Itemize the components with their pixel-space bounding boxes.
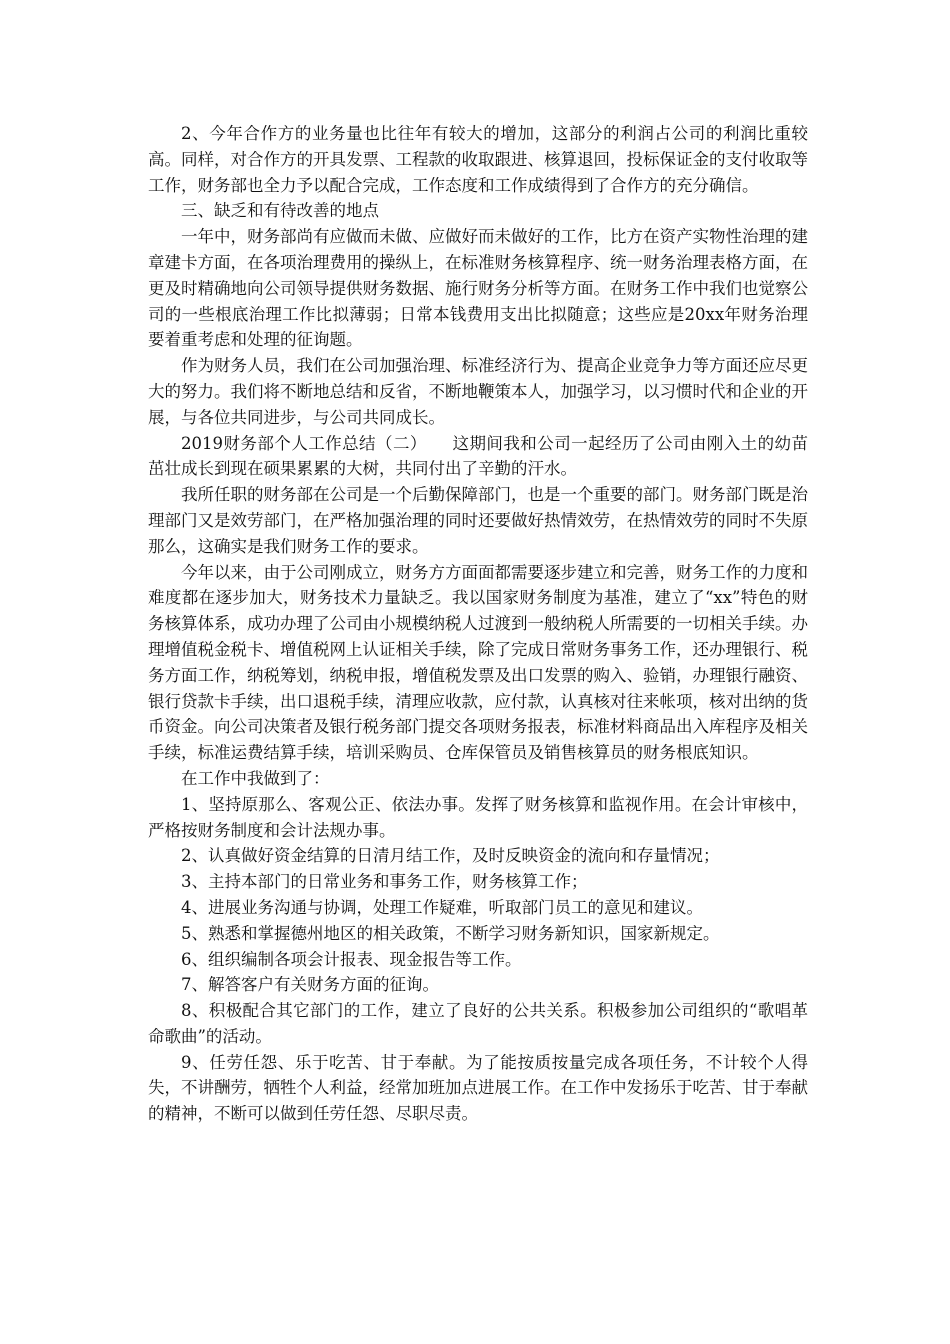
paragraph: 作为财务人员，我们在公司加强治理、标准经济行为、提高企业竞争力等方面还应尽更大的努力。我们将不断地总结和反省，不断地鞭策本人，加强学习，以习惯时代和企业的开展，与各位共同进步，与公司共同成长。	[148, 356, 808, 427]
paragraph: 在工作中我做到了：	[181, 768, 330, 788]
list-item: 3、主持本部门的日常业务和事务工作，财务核算工作；	[181, 872, 588, 892]
list-item: 4、进展业务沟通与协调，处理工作疑难，听取部门员工的意见和建议。	[181, 897, 703, 917]
list-item: 2、认真做好资金结算的日清月结工作，及时反映资金的流向和存量情况；	[181, 846, 720, 866]
paragraph: 2019财务部个人工作总结（二） 这期间我和公司一起经历了公司由刚入土的幼苗茁壮成长到现在硕果累累的大树，共同付出了辛勤的汗水。	[148, 433, 808, 479]
document-page	[148, 121, 808, 1127]
list-item: 9、任劳任怨、乐于吃苦、甘于奉献。为了能按质按量完成各项任务，不计较个人得失，不讲酬劳，牺牲个人利益，经常加班加点进展工作。在工作中发扬乐于吃苦、甘于奉献的精神，不断可以做到任劳任怨、尽职尽责。	[148, 1052, 808, 1124]
list-item: 6、组织编制各项会计报表、现金报告等工作。	[181, 949, 522, 969]
paragraph: 2、今年合作方的业务量也比往年有较大的增加，这部分的利润占公司的利润比重较高。同样，对合作方的开具发票、工程款的收取跟进、核算退回，投标保证金的支付收取等工作，财务部也全力予以配合完成，工作态度和工作成绩得到了合作方的充分确信。	[148, 124, 808, 195]
list-item: 7、解答客户有关财务方面的征询。	[181, 975, 439, 995]
list-item: 8、积极配合其它部门的工作，建立了良好的公共关系。积极参加公司组织的“歌唱革命歌曲”的活动。	[148, 1001, 808, 1046]
paragraph: 今年以来，由于公司刚成立，财务方方面面都需要逐步建立和完善，财务工作的力度和难度都在逐步加大，财务技术力量缺乏。我以国家财务制度为基准，建立了“xx”特色的财务核算体系，成功办理了公司由小规模纳税人过渡到一般纳税人所需要的一切相关手续。办理增值税金税卡、增值税网上认证相关手续，除了完成日常财务事务工作，还办理银行、税务方面工作，纳税筹划，纳税申报，增值税发票及出口发票的购入、验销，办理银行融资、银行贷款卡手续，出口退税手续，清理应收款，应付款，认真核对往来帐项，核对出纳的货币资金。向公司决策者及银行税务部门提交各项财务报表，标准材料商品出入库程序及相关手续，标准运费结算手续，培训采购员、仓库保管员及销售核算员的财务根底知识。	[148, 562, 808, 763]
list-item: 1、坚持原那么、客观公正、依法办事。发挥了财务核算和监视作用。在会计审核中，严格按财务制度和会计法规办事。	[148, 794, 808, 840]
paragraph: 一年中，财务部尚有应做而未做、应做好而未做好的工作，比方在资产实物性治理的建章建卡方面，在各项治理费用的操纵上，在标准财务核算程序、统一财务治理表格方面，在更及时精确地向公司领导提供财务数据、施行财务分析等方面。在财务工作中我们也觉察公司的一些根底治理工作比拟薄弱；日常本钱费用支出比拟随意；这些应是20xx年财务治理要着重考虑和处理的征询题。	[148, 227, 808, 350]
paragraph: 我所任职的财务部在公司是一个后勤保障部门，也是一个重要的部门。财务部门既是治理部门又是效劳部门，在严格加强治理的同时还要做好热情效劳，在热情效劳的同时不失原那么，这确实是我们财务工作的要求。	[148, 485, 808, 556]
section-heading: 三、缺乏和有待改善的地点	[181, 201, 379, 221]
list-item: 5、熟悉和掌握德州地区的相关政策，不断学习财务新知识，国家新规定。	[181, 923, 720, 943]
